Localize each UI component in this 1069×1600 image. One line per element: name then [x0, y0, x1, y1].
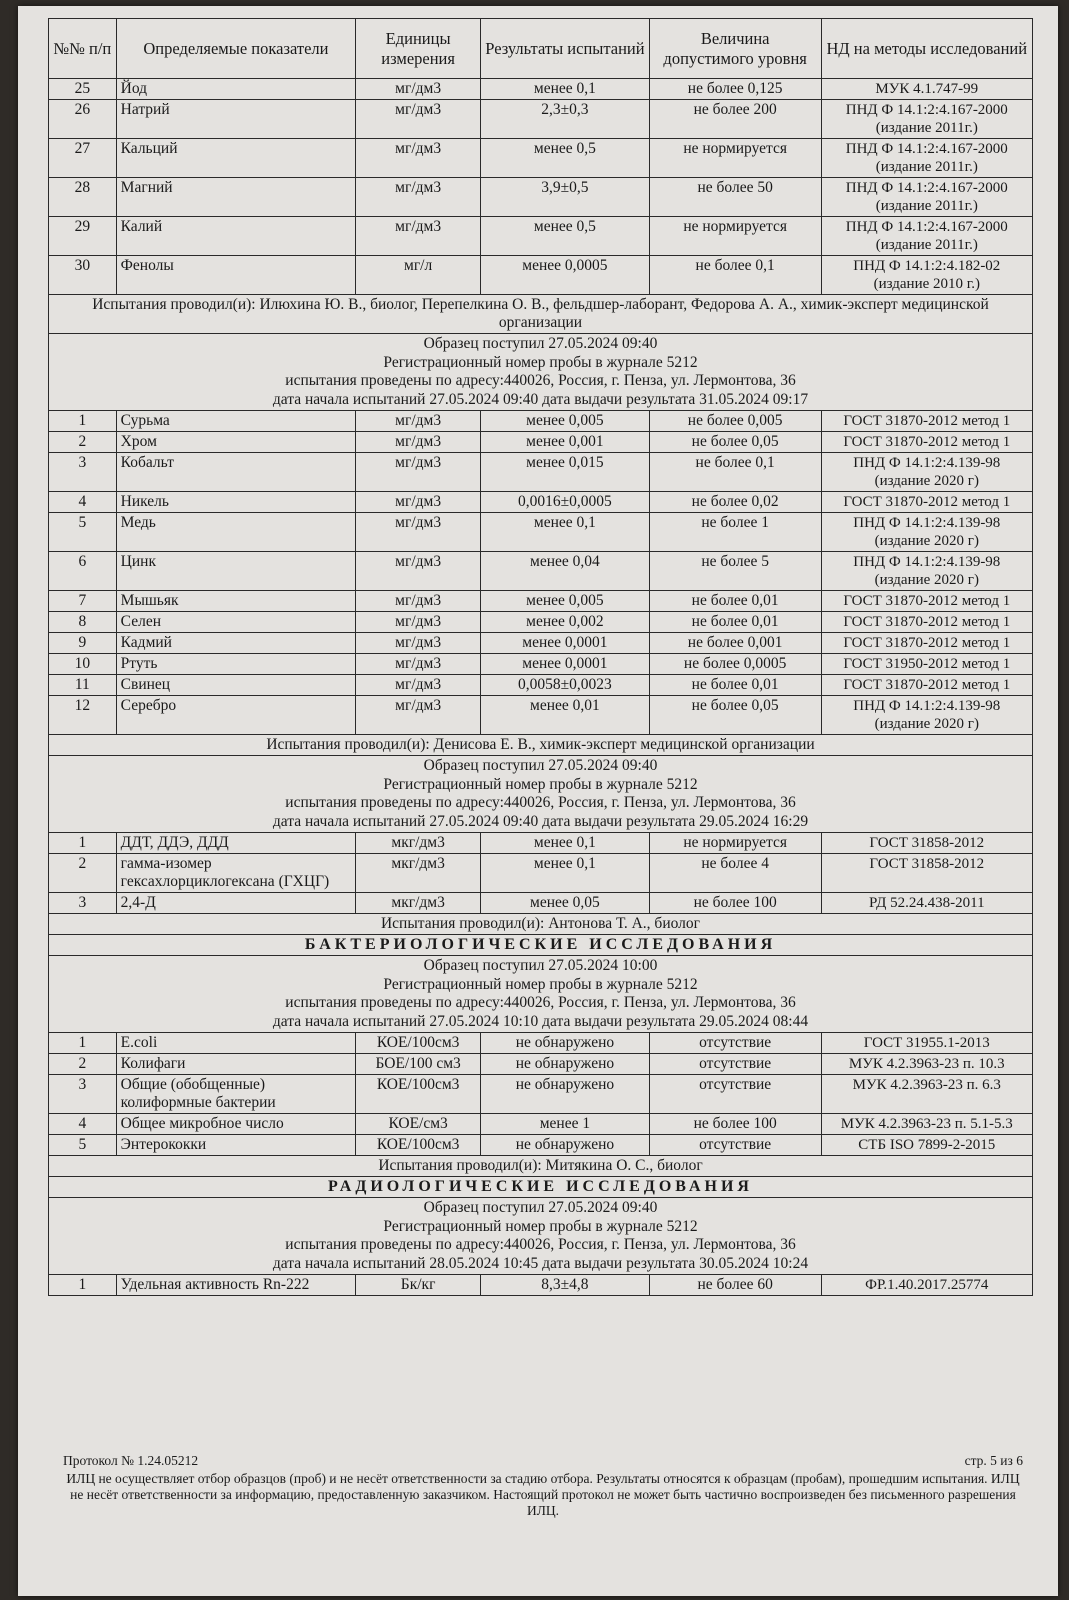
result: менее 0,0001 — [481, 654, 650, 675]
sample-info — [49, 334, 1033, 411]
header-methods: НД на методы исследований — [821, 19, 1032, 79]
table-row — [49, 256, 1033, 295]
unit: КОЕ/100см3 — [356, 1135, 481, 1156]
unit: мг/дм3 — [356, 513, 481, 552]
sample-info-line: Образец поступил 27.05.2024 10:00 — [423, 957, 658, 974]
sample-info-row — [49, 1198, 1033, 1275]
indicator-name: Свинец — [116, 675, 355, 696]
indicator-name: Серебро — [116, 696, 355, 735]
indicator-name: Медь — [116, 513, 355, 552]
result: менее 0,1 — [481, 833, 650, 854]
method: ПНД Ф 14.1:2:4.139-98 (издание 2020 г) — [821, 513, 1032, 552]
table-row — [49, 79, 1033, 100]
indicator-name: Селен — [116, 612, 355, 633]
header-num: №№ п/п — [49, 19, 117, 79]
unit: мг/дм3 — [356, 79, 481, 100]
table-row — [49, 411, 1033, 432]
allowed-level: не более 0,01 — [649, 612, 821, 633]
method: ПНД Ф 14.1:2:4.182-02 (издание 2010 г.) — [821, 256, 1032, 295]
allowed-level: не более 0,0005 — [649, 654, 821, 675]
result: менее 0,005 — [481, 591, 650, 612]
method: ГОСТ 31950-2012 метод 1 — [821, 654, 1032, 675]
allowed-level: не более 0,02 — [649, 492, 821, 513]
sample-info — [49, 956, 1033, 1033]
sample-info-line: испытания проведены по адресу:440026, Россия, г. Пенза, ул. Лермонтова, 36 — [285, 994, 796, 1011]
unit: мг/дм3 — [356, 696, 481, 735]
header-indicators: Определяемые показатели — [116, 19, 355, 79]
result: менее 0,1 — [481, 79, 650, 100]
unit: БОЕ/100 см3 — [356, 1054, 481, 1075]
indicator-name: Цинк — [116, 552, 355, 591]
performers: Испытания проводил(и): Денисова Е. В., химик-эксперт медицинской организации — [49, 735, 1033, 756]
unit: мг/дм3 — [356, 100, 481, 139]
result: 0,0058±0,0023 — [481, 675, 650, 696]
unit: мг/дм3 — [356, 552, 481, 591]
allowed-level: не более 200 — [649, 100, 821, 139]
unit: мг/дм3 — [356, 612, 481, 633]
page-number: стр. 5 из 6 — [964, 1453, 1023, 1468]
allowed-level: не более 0,1 — [649, 453, 821, 492]
row-number: 2 — [49, 854, 117, 893]
indicator-name: Мышьяк — [116, 591, 355, 612]
sample-info-line: дата начала испытаний 27.05.2024 09:40 дата выдачи результата 31.05.2024 09:17 — [272, 390, 809, 408]
table-row — [49, 1275, 1033, 1296]
indicator-name: Йод — [116, 79, 355, 100]
footer — [63, 1453, 1023, 1519]
unit: мкг/дм3 — [356, 854, 481, 893]
result: не обнаружено — [481, 1054, 650, 1075]
method: ГОСТ 31858-2012 — [821, 854, 1032, 893]
performers: Испытания проводил(и): Илюхина Ю. В., биолог, Перепелкина О. В., фельдшер-лаборант, Федорова А. А., химик-эксперт медицинской организации — [49, 295, 1033, 334]
row-number: 4 — [49, 1114, 117, 1135]
row-number: 26 — [49, 100, 117, 139]
indicator-name: гамма-изомер гексахлорциклогексана (ГХЦГ) — [116, 854, 355, 893]
sample-info-line: испытания проведены по адресу:440026, Россия, г. Пенза, ул. Лермонтова, 36 — [285, 794, 796, 811]
table-row — [49, 675, 1033, 696]
table-row — [49, 492, 1033, 513]
allowed-level: не нормируется — [649, 833, 821, 854]
unit: мг/дм3 — [356, 591, 481, 612]
row-number: 4 — [49, 492, 117, 513]
header-results: Результаты испытаний — [481, 19, 650, 79]
indicator-name: Кадмий — [116, 633, 355, 654]
table-row — [49, 1054, 1033, 1075]
row-number: 2 — [49, 432, 117, 453]
row-number: 10 — [49, 654, 117, 675]
unit: КОЕ/100см3 — [356, 1075, 481, 1114]
section-title: РАДИОЛОГИЧЕСКИЕ ИССЛЕДОВАНИЯ — [49, 1177, 1033, 1198]
row-number: 29 — [49, 217, 117, 256]
row-number: 30 — [49, 256, 117, 295]
sample-info-row — [49, 956, 1033, 1033]
unit: КОЕ/100см3 — [356, 1033, 481, 1054]
result: 3,9±0,5 — [481, 178, 650, 217]
unit: мг/дм3 — [356, 217, 481, 256]
sample-info-line: Регистрационный номер пробы в журнале 5212 — [383, 353, 698, 371]
method: ГОСТ 31870-2012 метод 1 — [821, 591, 1032, 612]
indicator-name: 2,4-Д — [116, 893, 355, 914]
allowed-level: не более 60 — [649, 1275, 821, 1296]
allowed-level: не более 0,005 — [649, 411, 821, 432]
unit: мг/дм3 — [356, 675, 481, 696]
result: менее 0,001 — [481, 432, 650, 453]
result: менее 0,005 — [481, 411, 650, 432]
method: ГОСТ 31955.1-2013 — [821, 1033, 1032, 1054]
table-row — [49, 893, 1033, 914]
allowed-level: не более 0,01 — [649, 591, 821, 612]
method: ПНД Ф 14.1:2:4.167-2000 (издание 2011г.) — [821, 178, 1032, 217]
table-row — [49, 453, 1033, 492]
section-title: БАКТЕРИОЛОГИЧЕСКИЕ ИССЛЕДОВАНИЯ — [49, 935, 1033, 956]
table-row — [49, 217, 1033, 256]
row-number: 3 — [49, 1075, 117, 1114]
allowed-level: не более 0,01 — [649, 675, 821, 696]
allowed-level: не более 100 — [649, 1114, 821, 1135]
sample-info-row — [49, 334, 1033, 411]
sample-info-line: Регистрационный номер пробы в журнале 5212 — [383, 975, 698, 993]
result: не обнаружено — [481, 1033, 650, 1054]
allowed-level: не нормируется — [649, 139, 821, 178]
allowed-level: отсутствие — [649, 1135, 821, 1156]
indicator-name: Хром — [116, 432, 355, 453]
allowed-level: отсутствие — [649, 1075, 821, 1114]
unit: мг/дм3 — [356, 654, 481, 675]
result: менее 0,1 — [481, 854, 650, 893]
result: 0,0016±0,0005 — [481, 492, 650, 513]
allowed-level: не более 0,05 — [649, 432, 821, 453]
row-number: 9 — [49, 633, 117, 654]
indicator-name: Натрий — [116, 100, 355, 139]
performers-row — [49, 1156, 1033, 1177]
unit: мг/л — [356, 256, 481, 295]
result: менее 0,1 — [481, 513, 650, 552]
sample-info-line: Образец поступил 27.05.2024 09:40 — [423, 1199, 658, 1216]
result: менее 0,05 — [481, 893, 650, 914]
row-number: 28 — [49, 178, 117, 217]
result: менее 0,5 — [481, 217, 650, 256]
row-number: 12 — [49, 696, 117, 735]
row-number: 5 — [49, 513, 117, 552]
sample-info-line: Регистрационный номер пробы в журнале 5212 — [383, 775, 698, 793]
indicator-name: Общее микробное число — [116, 1114, 355, 1135]
method: РД 52.24.438-2011 — [821, 893, 1032, 914]
indicator-name: Ртуть — [116, 654, 355, 675]
allowed-level: не более 100 — [649, 893, 821, 914]
row-number: 1 — [49, 833, 117, 854]
sample-info-line: дата начала испытаний 28.05.2024 10:45 дата выдачи результата 30.05.2024 10:24 — [272, 1254, 809, 1272]
table-row — [49, 1075, 1033, 1114]
result: не обнаружено — [481, 1135, 650, 1156]
row-number: 2 — [49, 1054, 117, 1075]
unit: мг/дм3 — [356, 633, 481, 654]
unit: мг/дм3 — [356, 492, 481, 513]
table-row — [49, 833, 1033, 854]
result: менее 1 — [481, 1114, 650, 1135]
unit: мг/дм3 — [356, 453, 481, 492]
indicator-name: Кальций — [116, 139, 355, 178]
allowed-level: не более 0,125 — [649, 79, 821, 100]
method: ГОСТ 31858-2012 — [821, 833, 1032, 854]
indicator-name: ДДТ, ДДЭ, ДДД — [116, 833, 355, 854]
performers-row — [49, 295, 1033, 334]
sample-info-line: Образец поступил 27.05.2024 09:40 — [423, 757, 658, 774]
header-units: Единицы измерения — [356, 19, 481, 79]
result: менее 0,0005 — [481, 256, 650, 295]
table-row — [49, 1135, 1033, 1156]
disclaimer: ИЛЦ не осуществляет отбор образцов (проб) и не несёт ответственности за стадию отбора. Результаты относятся к образцам (пробам), прошедшим испытания. ИЛЦ не несёт ответственности за информацию, предоставленную заказчиком. Настоящий протокол не может быть частично воспроизведен без письменного разрешения ИЛЦ. — [66, 1471, 1020, 1518]
table-header-row — [49, 19, 1033, 79]
row-number: 3 — [49, 453, 117, 492]
unit: Бк/кг — [356, 1275, 481, 1296]
unit: мкг/дм3 — [356, 893, 481, 914]
table-row — [49, 591, 1033, 612]
result: не обнаружено — [481, 1075, 650, 1114]
performers: Испытания проводил(и): Антонова Т. А., биолог — [49, 914, 1033, 935]
sample-info-line: Образец поступил 27.05.2024 09:40 — [423, 335, 658, 352]
sample-info-line: испытания проведены по адресу:440026, Россия, г. Пенза, ул. Лермонтова, 36 — [285, 1236, 796, 1253]
results-table — [48, 18, 1033, 1296]
allowed-level: не более 0,05 — [649, 696, 821, 735]
method: ГОСТ 31870-2012 метод 1 — [821, 411, 1032, 432]
sample-info-line: дата начала испытаний 27.05.2024 09:40 дата выдачи результата 29.05.2024 16:29 — [272, 812, 809, 830]
table-row — [49, 654, 1033, 675]
unit: мг/дм3 — [356, 432, 481, 453]
section-title-row — [49, 935, 1033, 956]
unit: КОЕ/см3 — [356, 1114, 481, 1135]
allowed-level: не более 0,001 — [649, 633, 821, 654]
method: ГОСТ 31870-2012 метод 1 — [821, 612, 1032, 633]
table-row — [49, 100, 1033, 139]
method: МУК 4.2.3963-23 п. 6.3 — [821, 1075, 1032, 1114]
result: менее 0,0001 — [481, 633, 650, 654]
indicator-name: Общие (обобщенные) колиформные бактерии — [116, 1075, 355, 1114]
indicator-name: E.coli — [116, 1033, 355, 1054]
protocol-number: Протокол № 1.24.05212 — [63, 1453, 199, 1468]
table-row — [49, 513, 1033, 552]
performers: Испытания проводил(и): Митякина О. С., биолог — [49, 1156, 1033, 1177]
row-number: 3 — [49, 893, 117, 914]
unit: мг/дм3 — [356, 178, 481, 217]
method: ПНД Ф 14.1:2:4.139-98 (издание 2020 г) — [821, 552, 1032, 591]
table-row — [49, 552, 1033, 591]
sample-info-line: Регистрационный номер пробы в журнале 5212 — [383, 1217, 698, 1235]
method: ПНД Ф 14.1:2:4.167-2000 (издание 2011г.) — [821, 139, 1032, 178]
allowed-level: отсутствие — [649, 1033, 821, 1054]
indicator-name: Фенолы — [116, 256, 355, 295]
indicator-name: Колифаги — [116, 1054, 355, 1075]
table-row — [49, 139, 1033, 178]
method: МУК 4.1.747-99 — [821, 79, 1032, 100]
sample-info-row — [49, 756, 1033, 833]
paper-sheet — [18, 6, 1058, 1596]
method: ПНД Ф 14.1:2:4.139-98 (издание 2020 г) — [821, 453, 1032, 492]
table-row — [49, 1033, 1033, 1054]
method: ПНД Ф 14.1:2:4.139-98 (издание 2020 г) — [821, 696, 1032, 735]
allowed-level: отсутствие — [649, 1054, 821, 1075]
row-number: 6 — [49, 552, 117, 591]
table-row — [49, 1114, 1033, 1135]
sample-info — [49, 756, 1033, 833]
result: менее 0,002 — [481, 612, 650, 633]
table-row — [49, 178, 1033, 217]
unit: мг/дм3 — [356, 411, 481, 432]
performers-row — [49, 914, 1033, 935]
allowed-level: не нормируется — [649, 217, 821, 256]
unit: мг/дм3 — [356, 139, 481, 178]
allowed-level: не более 4 — [649, 854, 821, 893]
header-allowed: Величина допустимого уровня — [649, 19, 821, 79]
allowed-level: не более 0,1 — [649, 256, 821, 295]
method: ПНД Ф 14.1:2:4.167-2000 (издание 2011г.) — [821, 100, 1032, 139]
section-title-row — [49, 1177, 1033, 1198]
indicator-name: Удельная активность Rn-222 — [116, 1275, 355, 1296]
row-number: 1 — [49, 411, 117, 432]
method: МУК 4.2.3963-23 п. 5.1-5.3 — [821, 1114, 1032, 1135]
allowed-level: не более 1 — [649, 513, 821, 552]
allowed-level: не более 50 — [649, 178, 821, 217]
indicator-name: Калий — [116, 217, 355, 256]
table-row — [49, 432, 1033, 453]
row-number: 8 — [49, 612, 117, 633]
sample-info — [49, 1198, 1033, 1275]
row-number: 25 — [49, 79, 117, 100]
unit: мкг/дм3 — [356, 833, 481, 854]
method: СТБ ISO 7899-2-2015 — [821, 1135, 1032, 1156]
indicator-name: Кобальт — [116, 453, 355, 492]
row-number: 7 — [49, 591, 117, 612]
indicator-name: Сурьма — [116, 411, 355, 432]
result: менее 0,5 — [481, 139, 650, 178]
indicator-name: Магний — [116, 178, 355, 217]
performers-row — [49, 735, 1033, 756]
method: МУК 4.2.3963-23 п. 10.3 — [821, 1054, 1032, 1075]
result: 8,3±4,8 — [481, 1275, 650, 1296]
method: ГОСТ 31870-2012 метод 1 — [821, 492, 1032, 513]
table-row — [49, 633, 1033, 654]
row-number: 5 — [49, 1135, 117, 1156]
protocol-document — [48, 18, 1033, 1296]
result: менее 0,01 — [481, 696, 650, 735]
sample-info-line: дата начала испытаний 27.05.2024 10:10 дата выдачи результата 29.05.2024 08:44 — [272, 1012, 809, 1030]
row-number: 1 — [49, 1033, 117, 1054]
method: ПНД Ф 14.1:2:4.167-2000 (издание 2011г.) — [821, 217, 1032, 256]
indicator-name: Никель — [116, 492, 355, 513]
result: 2,3±0,3 — [481, 100, 650, 139]
method: ГОСТ 31870-2012 метод 1 — [821, 432, 1032, 453]
method: ФР.1.40.2017.25774 — [821, 1275, 1032, 1296]
method: ГОСТ 31870-2012 метод 1 — [821, 633, 1032, 654]
table-row — [49, 854, 1033, 893]
row-number: 11 — [49, 675, 117, 696]
result: менее 0,04 — [481, 552, 650, 591]
table-row — [49, 696, 1033, 735]
result: менее 0,015 — [481, 453, 650, 492]
table-row — [49, 612, 1033, 633]
sample-info-line: испытания проведены по адресу:440026, Россия, г. Пенза, ул. Лермонтова, 36 — [285, 372, 796, 389]
indicator-name: Энтерококки — [116, 1135, 355, 1156]
allowed-level: не более 5 — [649, 552, 821, 591]
method: ГОСТ 31870-2012 метод 1 — [821, 675, 1032, 696]
row-number: 1 — [49, 1275, 117, 1296]
row-number: 27 — [49, 139, 117, 178]
